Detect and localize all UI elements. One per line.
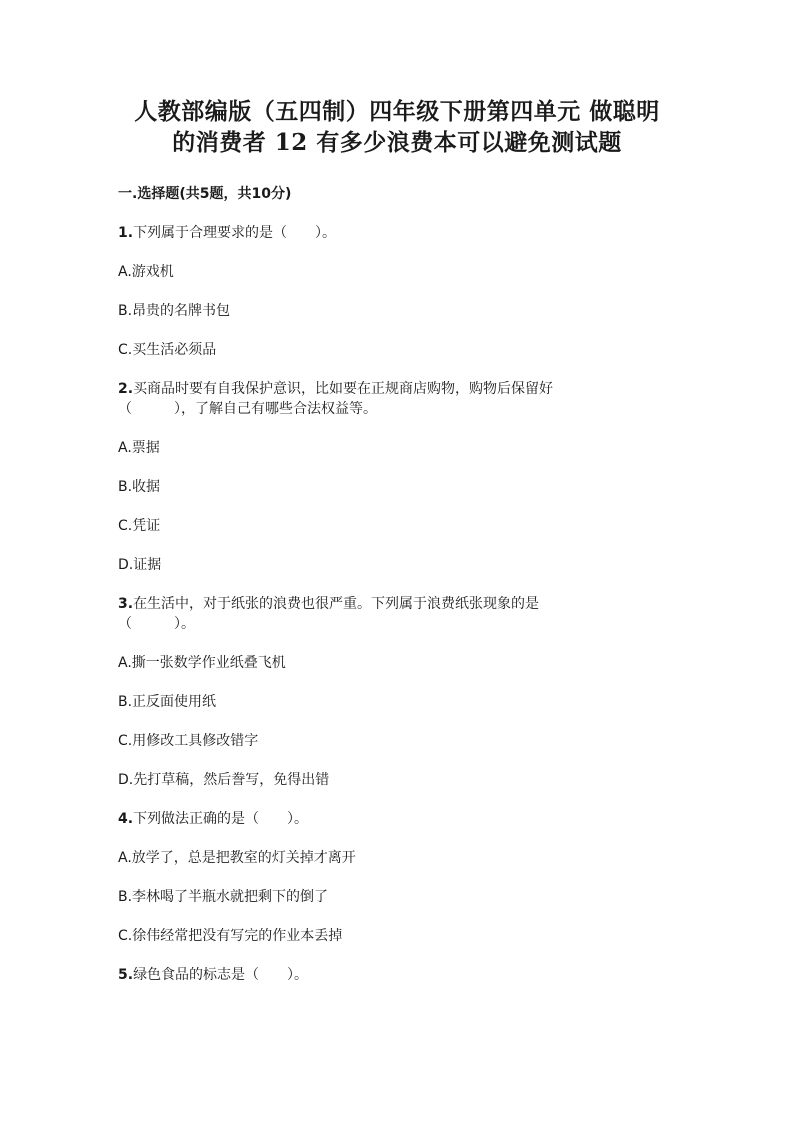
question-number: 5. <box>118 967 134 983</box>
question-text: 下列做法正确的是（ ）。 <box>133 811 309 827</box>
question-3-option-b: B.正反面使用纸 <box>118 694 217 710</box>
question-2-option-c: C.凭证 <box>118 518 161 534</box>
question-3-option-c: C.用修改工具修改错字 <box>118 733 259 749</box>
question-4 <box>118 809 676 829</box>
question-5 <box>118 965 676 985</box>
question-1-option-b: B.昂贵的名牌书包 <box>118 303 231 319</box>
title-line-1: 人教部编版（五四制）四年级下册第四单元 做聪明 <box>134 98 660 125</box>
question-text: 买商品时要有自我保护意识，比如要在正规商店购物，购物后保留好 （ ），了解自己有哪些合法权益等。 <box>118 381 554 417</box>
question-4-option-a: A.放学了，总是把教室的灯关掉才离开 <box>118 850 356 866</box>
question-1-option-a: A.游戏机 <box>118 264 174 280</box>
question-3 <box>118 594 676 634</box>
question-number: 4. <box>118 811 134 827</box>
question-3-option-d: D.先打草稿，然后誊写，免得出错 <box>118 772 330 788</box>
question-3-option-a: A.撕一张数学作业纸叠飞机 <box>118 655 286 671</box>
question-text: 在生活中，对于纸张的浪费也很严重。下列属于浪费纸张现象的是 （ ）。 <box>118 596 540 632</box>
document-title <box>118 96 676 158</box>
question-number: 3. <box>118 596 134 612</box>
question-text: 下列属于合理要求的是（ ）。 <box>133 225 337 241</box>
question-1-option-c: C.买生活必须品 <box>118 342 217 358</box>
section-heading: 一.选择题(共5题，共10分) <box>118 186 292 202</box>
question-2-option-d: D.证据 <box>118 557 162 573</box>
question-text: 绿色食品的标志是（ ）。 <box>133 967 309 983</box>
question-number: 1. <box>118 225 134 241</box>
question-4-option-c: C.徐伟经常把没有写完的作业本丢掉 <box>118 928 343 944</box>
title-line-2: 的消费者 12 有多少浪费本可以避免测试题 <box>172 129 622 156</box>
question-1 <box>118 223 676 243</box>
question-4-option-b: B.李林喝了半瓶水就把剩下的倒了 <box>118 889 329 905</box>
question-2-option-b: B.收据 <box>118 479 161 495</box>
question-number: 2. <box>118 381 134 397</box>
question-2 <box>118 379 676 419</box>
question-2-option-a: A.票据 <box>118 440 160 456</box>
